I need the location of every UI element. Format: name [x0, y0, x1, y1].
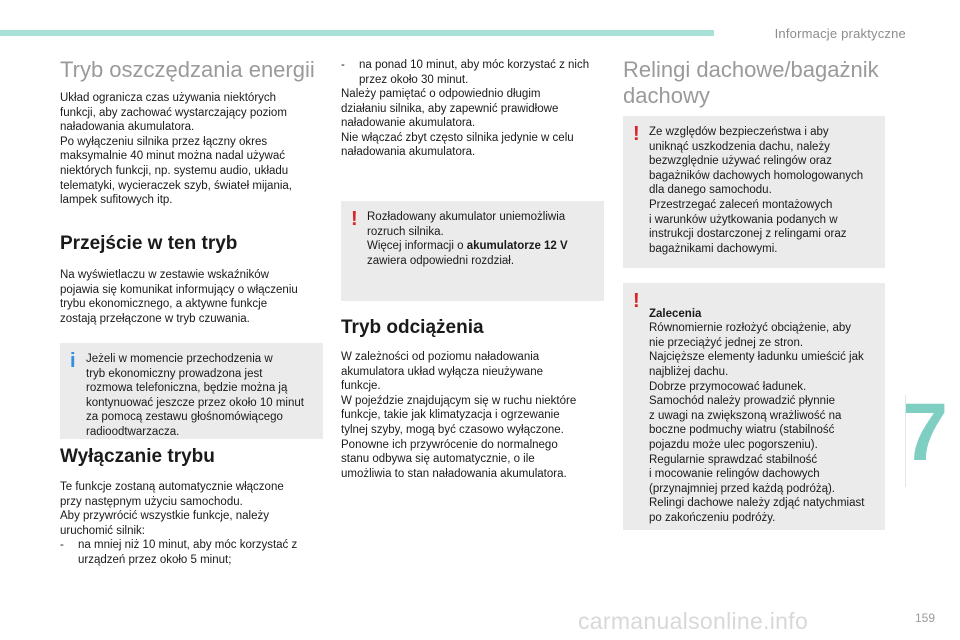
warning-box-text: Ze względów bezpieczeństwa i aby uniknąć uszkodzenia dachu, należy bezwzględnie używać relingów oraz bagażników dachowych homologowanych dla danego samochodu. Przestrzegać zaleceń montażowych i warunków użytkowania podanych w instrukcji dostarczonej z relingami oraz bagażnikami dachowymi. [649, 126, 864, 255]
warning-box-recommendations [623, 283, 885, 530]
chapter-number: 7 [902, 387, 948, 478]
warning-icon: ! [633, 123, 640, 145]
warning-box-text: Rozładowany akumulator uniemożliwia rozruch silnika. Więcej informacji o akumulatorze 12 V zawiera odpowiedni rozdział. [367, 211, 568, 267]
info-icon: i [70, 350, 76, 372]
section-label: Informacje praktyczne [774, 26, 906, 41]
heading-energy-saving: Tryb oszczędzania energii [60, 57, 315, 82]
recommendations-text: Równomiernie rozłożyć obciążenie, aby nie przeciążyć jednej ze stron. Najcięższe elementy ładunku umieścić jak najbliżej dachu. Dobrze przymocować ładunek. Samochód należy prowadzić płynnie z uwagi na zwiększoną wrażliwość na boczne podmuchy wiatru (stabilność pojazdu może ulec pogorszeniu). Regularnie sprawdzać stabilność i mocowanie relingów dachowych (przynajmniej przed każdą podróżą). Relingi dachowe należy zdjąć natychmiast po zakończeniu podróży. [649, 322, 865, 524]
info-box-phone-call [60, 343, 323, 439]
warning-box-battery [341, 201, 604, 301]
list-item: - na ponad 10 minut, aby móc korzystać z nich przez około 30 minut. [341, 59, 590, 86]
heading-load-shedding: Tryb odciążenia [341, 317, 484, 338]
top-accent-bar [0, 30, 714, 36]
energy-saving-intro: Układ ogranicza czas używania niektórych funkcji, aby zachować wystarczający poziom naładowania akumulatora. Po wyłączeniu silnika przez łączny okres maksymalnie 40 minut można nadal używać niektórych funkcji, np. systemu audio, układu telematyki, wycieraczek szyb, świateł mijania, lampek sufitowych itp. [60, 92, 292, 207]
heading-exit-mode: Wyłączanie trybu [60, 446, 215, 467]
warning-icon: ! [351, 208, 358, 230]
watermark: carmanualsonline.info [578, 608, 809, 634]
exit-mode-text: Te funkcje zostaną automatycznie włączone przy następnym użyciu samochodu. Aby przywrócić wszystkie funkcje, należy uruchomić silnik: [60, 481, 284, 537]
enter-mode-text: Na wyświetlaczu w zestawie wskaźników pojawia się komunikat informujący o włączeniu trybu ekonomicznego, a aktywne funkcje zostają przełączone w tryb czuwania. [60, 269, 298, 325]
load-shedding-text: W zależności od poziomu naładowania akumulatora układ wyłącza nieużywane funkcje. W pojeździe znajdującym się w ruchu niektóre funkcje, takie jak klimatyzacja i ogrzewanie tylnej szyby, mogą być czasowo wyłączone. Ponowne ich przywrócenie do normalnego stanu odbywa się automatycznie, o ile umożliwia to stan naładowania akumulatora. [341, 351, 577, 480]
heading-roof-bars: Relingi dachowe/bagażnik dachowy [623, 57, 879, 108]
heading-enter-mode: Przejście w ten tryb [60, 233, 238, 254]
battery-note: Należy pamiętać o odpowiednio długim działaniu silnika, aby zapewnić prawidłowe naładowanie akumulatora. Nie włączać zbyt często silnika jedynie w celu naładowania akumulatora. [341, 88, 574, 159]
page-number: 159 [914, 611, 935, 625]
list-item: - na mniej niż 10 minut, aby móc korzystać z urządzeń przez około 5 minut; [60, 539, 298, 566]
info-box-text: Jeżeli w momencie przechodzenia w tryb ekonomiczny prowadzona jest rozmowa telefoniczna, będzie można ją kontynuować jeszcze przez około 10 minut za pomocą zestawu głośnomówiącego radioodtwarzacza. [86, 353, 304, 438]
warning-icon: ! [633, 290, 640, 312]
recommendations-title: Zalecenia [649, 307, 702, 320]
warning-box-roof-bars [623, 116, 885, 268]
